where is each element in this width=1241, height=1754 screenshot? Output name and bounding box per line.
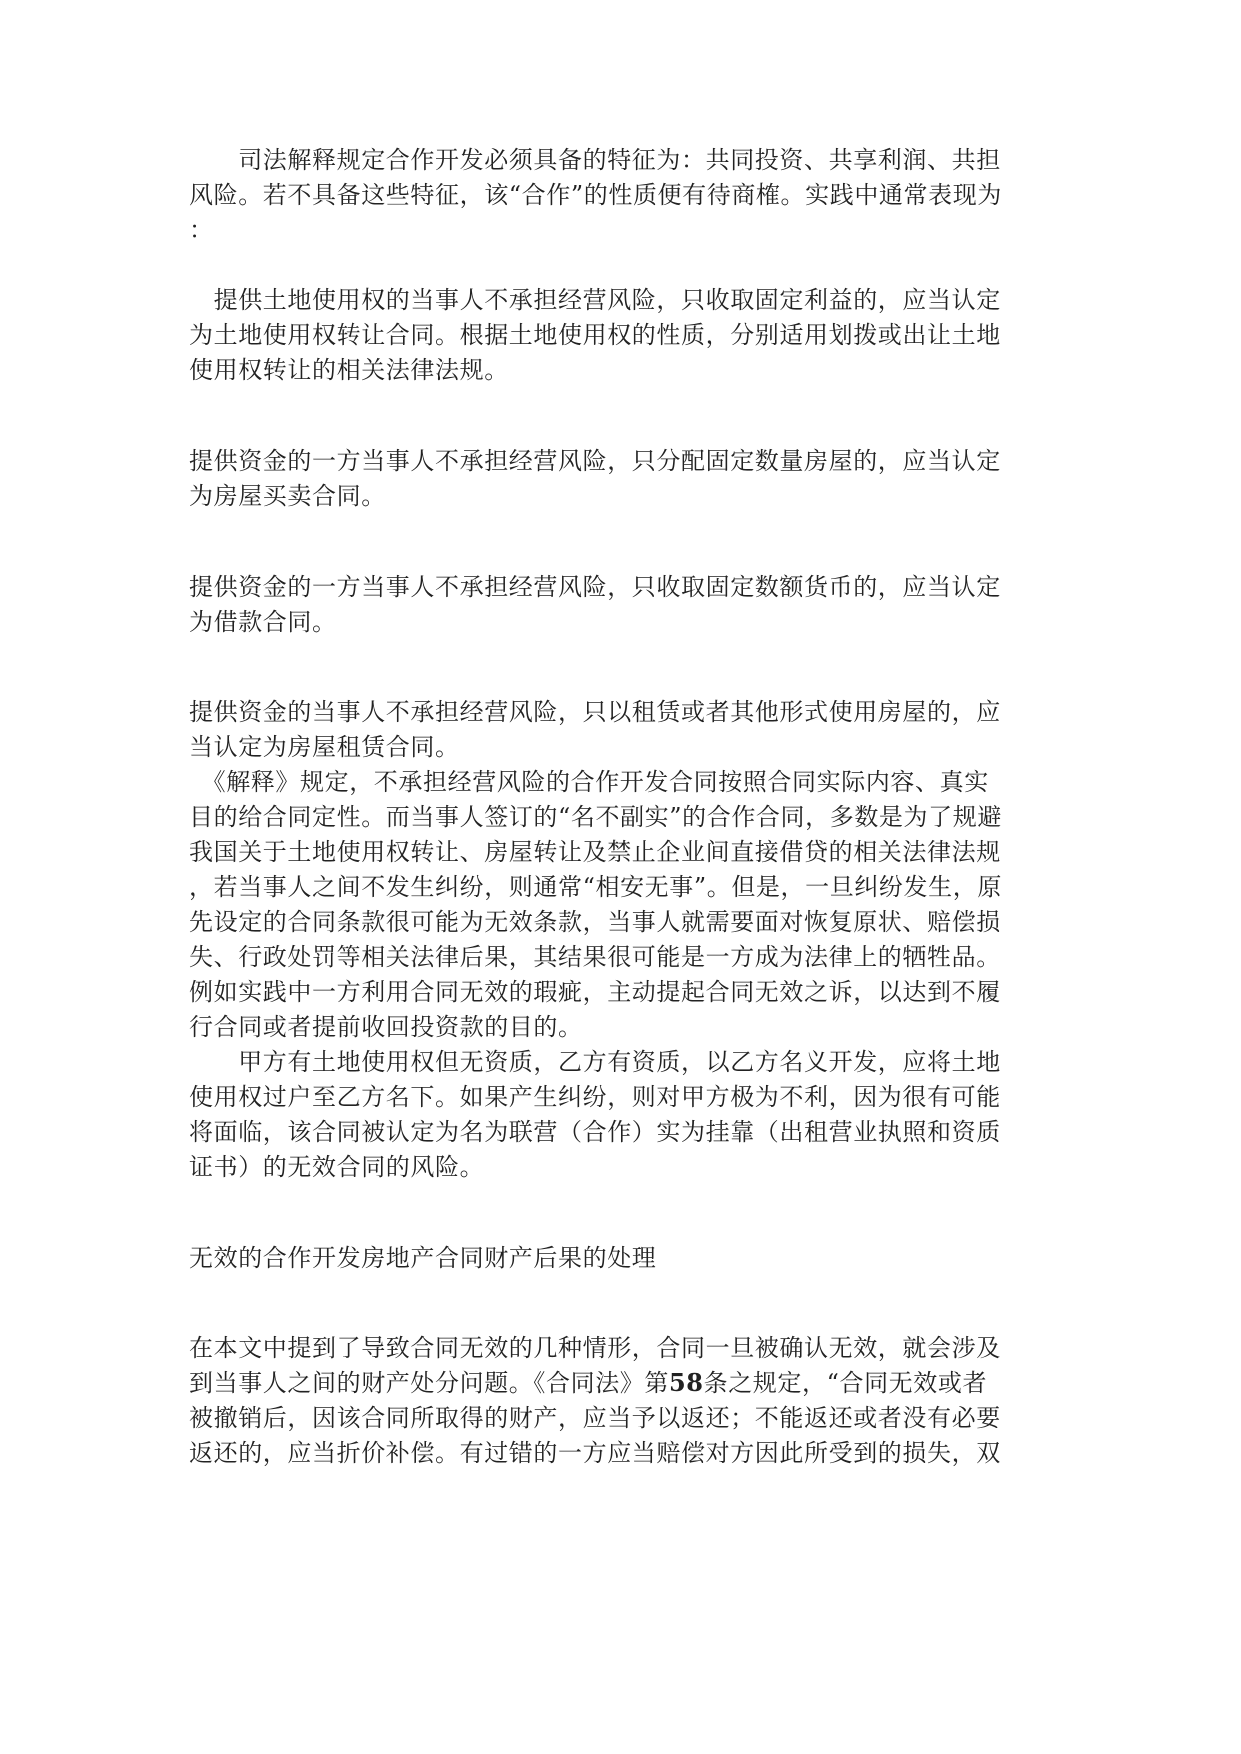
text-segment: 到当事人之间的财产处分问题。《合同法》第 <box>189 1369 669 1397</box>
text-line: 我国关于土地使用权转让、房屋转让及禁止企业间直接借贷的相关法律法规 <box>189 838 1001 866</box>
text-segment: 条之规定，“合同无效或者 <box>703 1369 988 1397</box>
text-line: 甲方有土地使用权但无资质，乙方有资质，以乙方名义开发，应将土地 <box>189 1048 1001 1076</box>
text-line: 为房屋买卖合同。 <box>189 482 386 510</box>
text-line: 行合同或者提前收回投资款的目的。 <box>189 1013 583 1041</box>
article-number: 58 <box>669 1368 704 1397</box>
text-line: 被撤销后，因该合同所取得的财产，应当予以返还；不能返还或者没有必要 <box>189 1404 1001 1432</box>
text-line: 提供资金的一方当事人不承担经营风险，只收取固定数额货币的，应当认定 <box>189 573 1001 601</box>
text-line: 例如实践中一方利用合同无效的瑕疵，主动提起合同无效之诉，以达到不履 <box>189 978 1001 1006</box>
text-line: 当认定为房屋租赁合同。 <box>189 733 460 761</box>
text-line: ： <box>189 216 214 244</box>
text-line: 先设定的合同条款很可能为无效条款，当事人就需要面对恢复原状、赔偿损 <box>189 908 1001 936</box>
text-line <box>189 1366 1069 1400</box>
text-line: 风险。若不具备这些特征，该“合作”的性质便有待商榷。实践中通常表现为 <box>189 181 1002 209</box>
text-line: 将面临，该合同被认定为名为联营（合作）实为挂靠（出租营业执照和资质 <box>189 1118 1001 1146</box>
text-line: 返还的，应当折价补偿。有过错的一方应当赔偿对方因此所受到的损失，双 <box>189 1439 1001 1467</box>
text-line: 失、行政处罚等相关法律后果，其结果很可能是一方成为法律上的牺牲品。 <box>189 943 1001 971</box>
text-line: 在本文中提到了导致合同无效的几种情形，合同一旦被确认无效，就会涉及 <box>189 1334 1001 1362</box>
text-line: 为土地使用权转让合同。根据土地使用权的性质，分别适用划拨或出让土地 <box>189 321 1001 349</box>
text-line: 提供资金的一方当事人不承担经营风险，只分配固定数量房屋的，应当认定 <box>189 447 1001 475</box>
text-line: 目的给合同定性。而当事人签订的“名不副实”的合作合同，多数是为了规避 <box>189 803 1002 831</box>
text-line: 《解释》规定，不承担经营风险的合作开发合同按照合同实际内容、真实 <box>189 768 989 796</box>
text-line: 使用权过户至乙方名下。如果产生纠纷，则对甲方极为不利，因为很有可能 <box>189 1083 1001 1111</box>
text-line: 提供资金的当事人不承担经营风险，只以租赁或者其他形式使用房屋的，应 <box>189 698 1001 726</box>
section-heading: 无效的合作开发房地产合同财产后果的处理 <box>189 1244 657 1272</box>
text-line: ，若当事人之间不发生纠纷，则通常“相安无事”。但是，一旦纠纷发生，原 <box>189 873 1002 901</box>
text-line: 提供土地使用权的当事人不承担经营风险，只收取固定利益的，应当认定 <box>189 286 1001 314</box>
text-line: 证书）的无效合同的风险。 <box>189 1153 485 1181</box>
text-line: 司法解释规定合作开发必须具备的特征为：共同投资、共享利润、共担 <box>189 146 1001 174</box>
text-line: 使用权转让的相关法律法规。 <box>189 356 509 384</box>
text-line: 为借款合同。 <box>189 608 337 636</box>
